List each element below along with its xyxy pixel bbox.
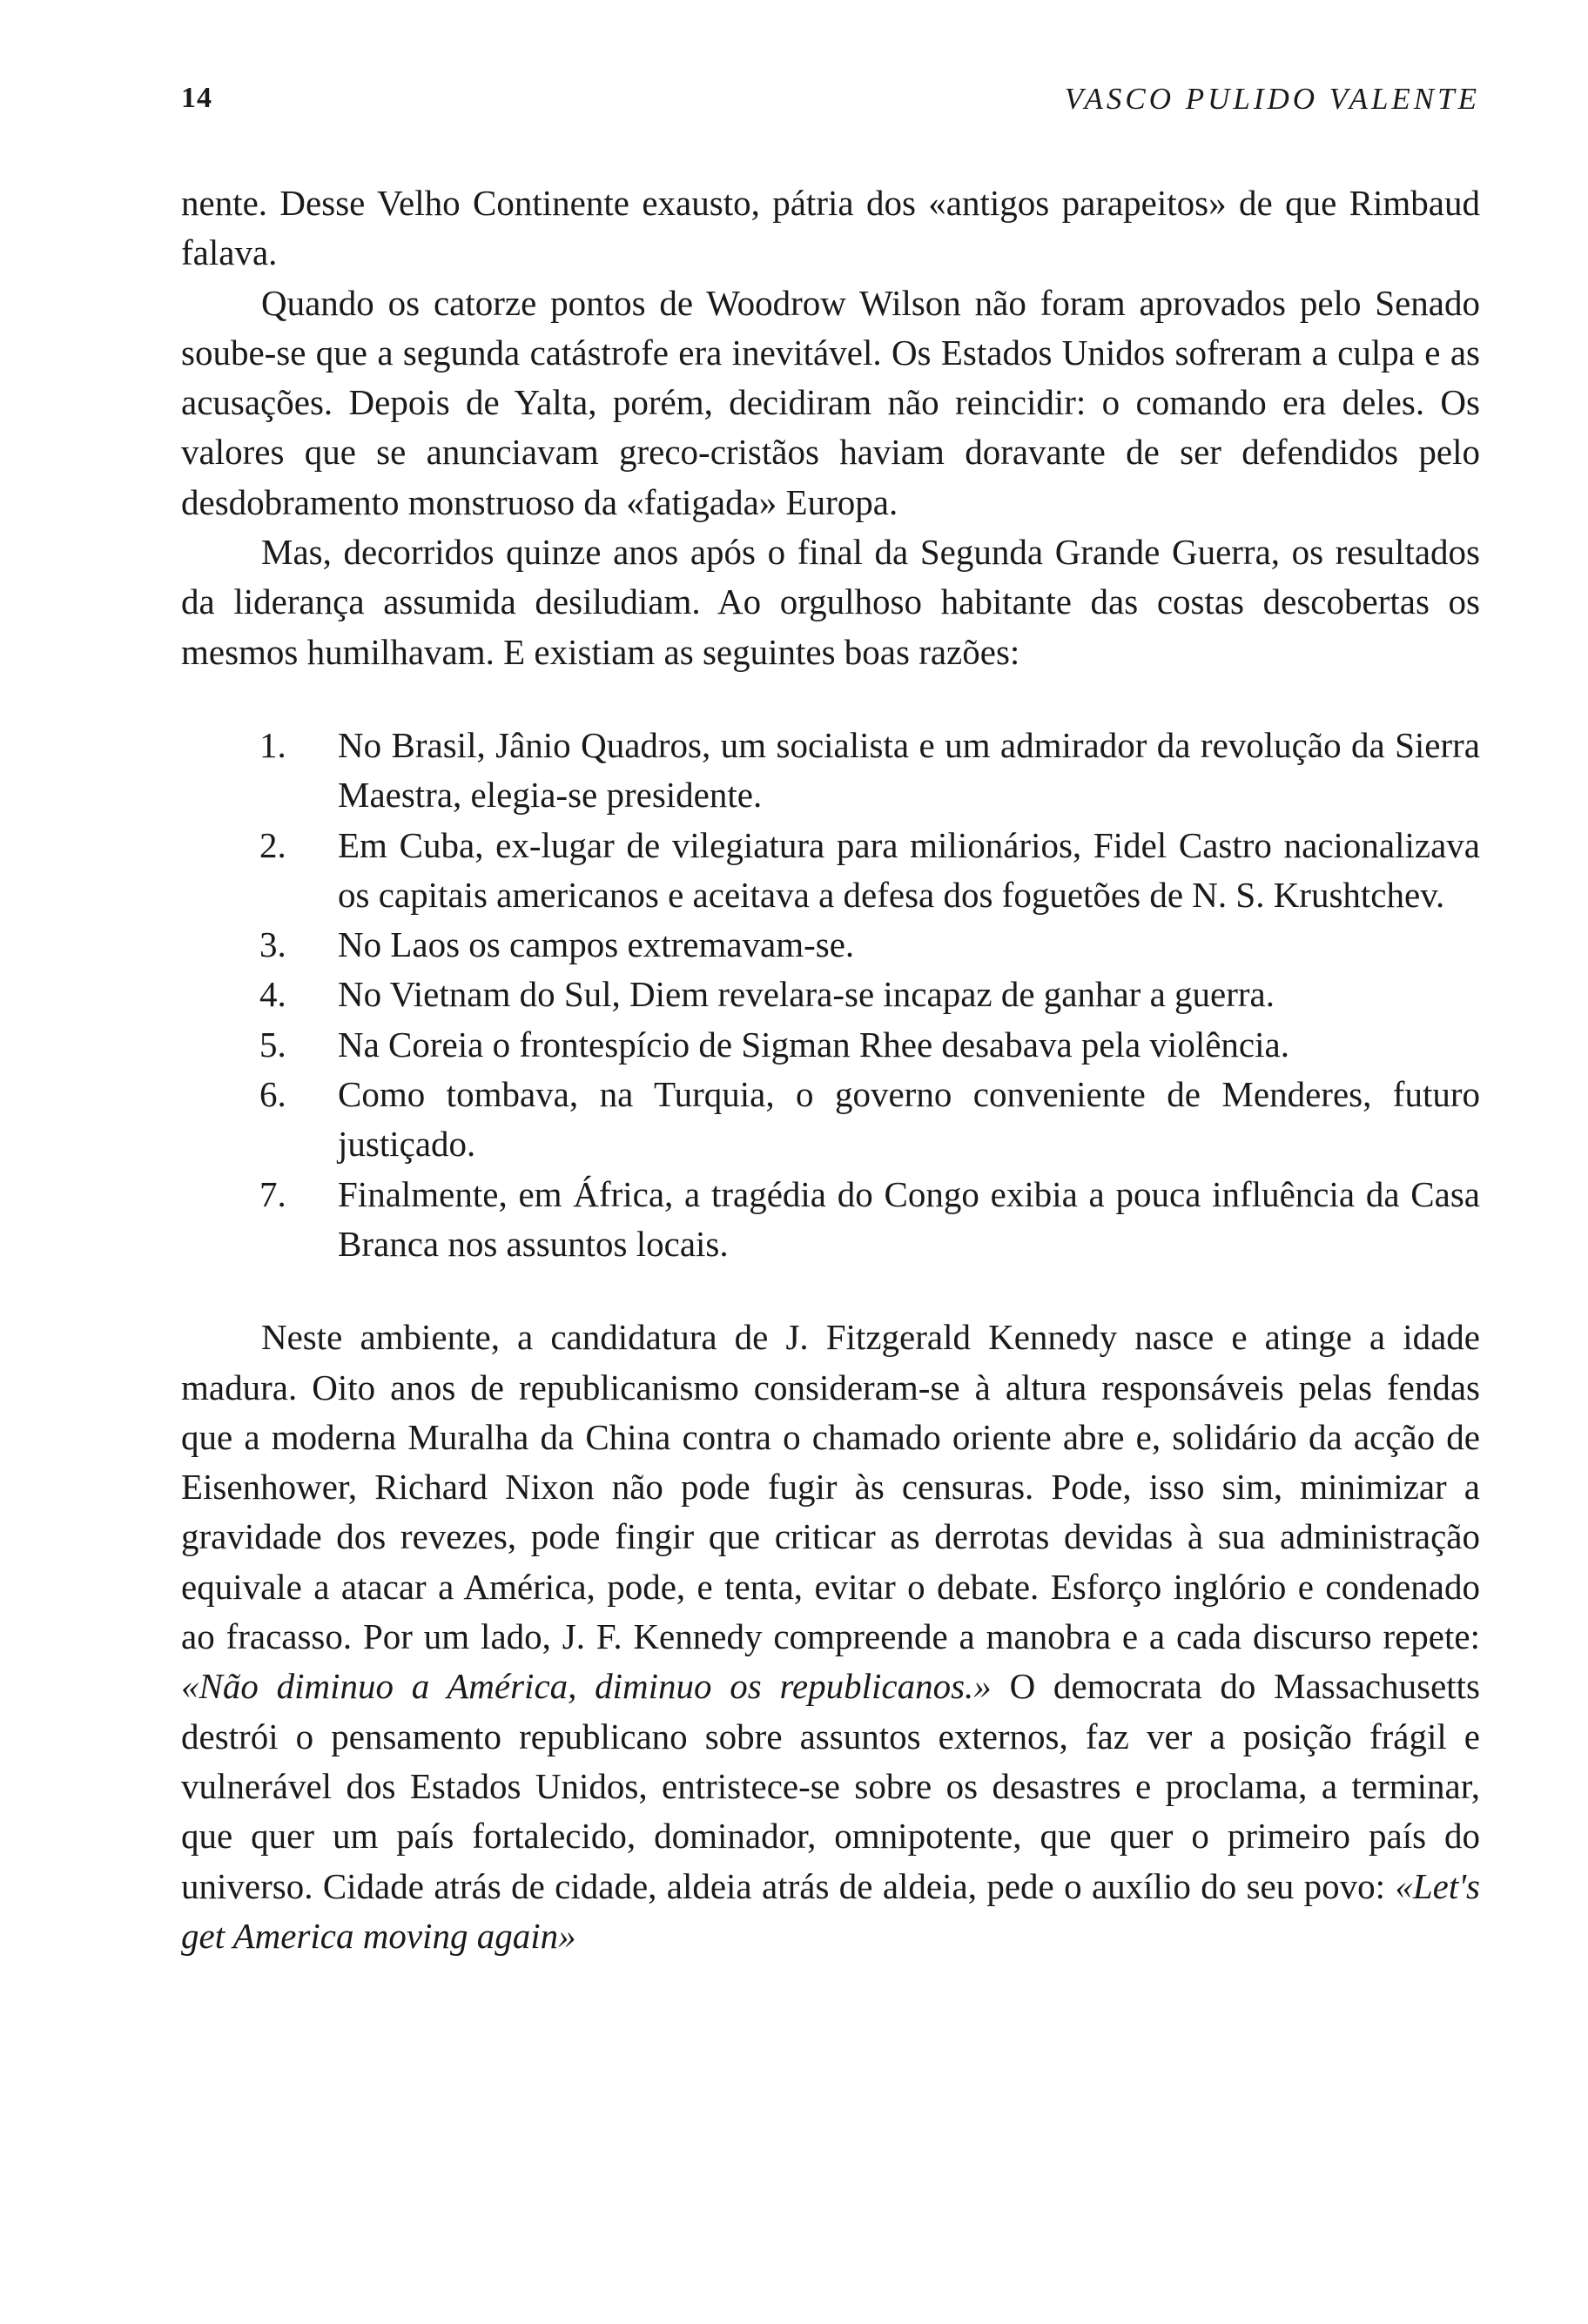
list-item-text: No Vietnam do Sul, Diem revelara-se incapaz de ganhar a guerra. bbox=[338, 974, 1275, 1015]
list-item-number: 4. bbox=[259, 974, 286, 1015]
quote-slogan: «Let's get America moving again» bbox=[181, 1865, 1480, 1956]
list-item-text: No Brasil, Jânio Quadros, um socialista e um admirador da revolução da Sierra Maestra, elegia-se presidente. bbox=[338, 724, 1480, 816]
list-item-number: 5. bbox=[259, 1024, 286, 1065]
list-item-number: 7. bbox=[259, 1173, 286, 1214]
paragraph-2: Quando os catorze pontos de Woodrow Wilson não foram aprovados pelo Senado soube-se que a segunda catástrofe era inevitável. Os Estados Unidos sofreram a culpa e as acusações. Depois de Yalta, porém, decidiram não reincidir: o comando era deles. Os valores que se anunciavam greco-cristãos haviam doravante de ser defendidos pelo desdobramento monstruoso da «fatigada» Europa. bbox=[181, 282, 1480, 522]
paragraph-4-text-b: O democrata do Massachusetts destrói o pensamento republicano sobre assuntos externos, faz ver a posição frágil e vulnerável dos Estados Unidos, entristece-se sobre os desastres e proclama, a terminar, que quer um país fortalecido, dominador, omnipotente, que quer o primeiro país do universo. Cidade atrás de cidade, aldeia atrás de aldeia, pede o auxílio do seu povo: bbox=[181, 1666, 1480, 1906]
list-item-text: Em Cuba, ex-lugar de vilegiatura para milionários, Fidel Castro nacionalizava os capitais americanos e aceitava a defesa dos foguetões de N. S. Krushtchev. bbox=[338, 824, 1480, 915]
list-item-number: 6. bbox=[259, 1074, 286, 1115]
list-item bbox=[181, 821, 1480, 921]
list-item bbox=[181, 1170, 1480, 1270]
list-item bbox=[181, 970, 1480, 1019]
paragraph-4-text-a: Neste ambiente, a candidatura de J. Fitzgerald Kennedy nasce e atinge a idade madura. Oito anos de republicanismo consideram-se à altura responsáveis pelas fendas que a moderna Muralha da China contra o chamado oriente abre e, solidário da acção de Eisenhower, Richard Nixon não pode fugir às censuras. Pode, isso sim, minimizar a gravidade dos revezes, pode fingir que criticar as derrotas devidas à sua administração equivale a atacar a América, pode, e tenta, evitar o debate. Esforço inglório e condenado ao fracasso. Por um lado, J. F. Kennedy compreende a manobra e a cada discurso repete: bbox=[181, 1317, 1480, 1657]
list-item bbox=[181, 1020, 1480, 1070]
list-item bbox=[181, 721, 1480, 821]
page-number: 14 bbox=[181, 82, 212, 114]
running-head: VASCO PULIDO VALENTE bbox=[1064, 82, 1480, 116]
list-item bbox=[181, 920, 1480, 970]
list-item bbox=[181, 1070, 1480, 1170]
paragraph-1: nente. Desse Velho Continente exausto, pátria dos «antigos parapeitos» de que Rimbaud falava. bbox=[181, 183, 1480, 273]
list-item-number: 1. bbox=[259, 724, 286, 765]
body-text bbox=[181, 178, 1480, 1961]
paragraph-4 bbox=[181, 1313, 1480, 1961]
list-item-number: 3. bbox=[259, 924, 286, 965]
list-item-text: Como tombava, na Turquia, o governo conveniente de Menderes, futuro justiçado. bbox=[338, 1074, 1480, 1165]
quote-republicanos: «Não diminuo a América, diminuo os republicanos.» bbox=[181, 1666, 992, 1707]
numbered-list bbox=[181, 721, 1480, 1269]
list-item-text: Finalmente, em África, a tragédia do Congo exibia a pouca influência da Casa Branca nos assuntos locais. bbox=[338, 1173, 1480, 1264]
paragraph-3: Mas, decorridos quinze anos após o final da Segunda Grande Guerra, os resultados da liderança assumida desiludiam. Ao orgulhoso habitante das costas descobertas os mesmos humilhavam. E existiam as seguintes boas razões: bbox=[181, 532, 1480, 672]
list-item-text: Na Coreia o frontespício de Sigman Rhee desabava pela violência. bbox=[338, 1024, 1289, 1065]
list-item-text: No Laos os campos extremavam-se. bbox=[338, 924, 855, 965]
list-item-number: 2. bbox=[259, 824, 286, 865]
page-header bbox=[181, 82, 1480, 125]
